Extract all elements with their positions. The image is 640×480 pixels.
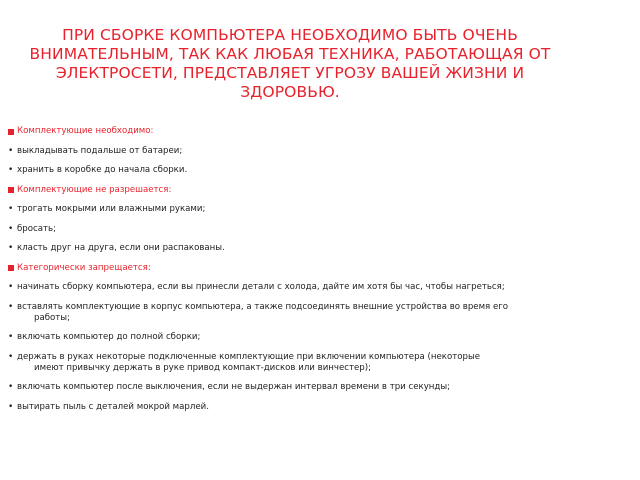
bullet-icon: • — [8, 243, 14, 253]
list-item-text: хранить в коробке до начала сборки. — [17, 165, 188, 175]
list-item-text-continuation: работы; — [34, 312, 70, 323]
bullet-icon: • — [8, 401, 14, 412]
list-item-text-continuation: имеют привычку держать в руке привод компакт-дисков или винчестер); — [34, 362, 371, 373]
slide-content — [8, 126, 608, 421]
list-item — [8, 302, 608, 324]
list-item-text: трогать мокрыми или влажными руками; — [17, 204, 206, 214]
list-item-text: вставлять комплектующие в корпус компьютера, а также подсоединять внешние устройства во время его — [17, 301, 509, 312]
list-item — [8, 352, 608, 374]
bullet-icon: • — [8, 145, 14, 156]
list-item-text: держать в руках некоторые подключенные комплектующие при включении компьютера (некоторые — [17, 351, 481, 362]
red-square-icon — [8, 265, 14, 271]
list-item — [8, 165, 608, 176]
section-heading-strictly-forbidden — [8, 263, 608, 274]
list-item-text: выкладывать подальше от батареи; — [17, 145, 183, 156]
list-item — [8, 402, 608, 413]
slide-title: ПРИ СБОРКЕ КОМПЬЮТЕРА НЕОБХОДИМО БЫТЬ ОЧЕНЬ ВНИМАТЕЛЬНЫМ, ТАК КАК ЛЮБАЯ ТЕХНИКА, РАБОТАЮЩАЯ ОТ ЭЛЕКТРОСЕТИ, ПРЕДСТАВЛЯЕТ УГРОЗУ ВАШЕЙ ЖИЗНИ И ЗДОРОВЬЮ. — [29, 26, 551, 101]
bullet-icon: • — [8, 282, 14, 292]
list-item-text: включать компьютер до полной сборки; — [17, 332, 201, 342]
section-heading-required — [8, 126, 608, 137]
list-item — [8, 224, 608, 235]
list-item-text: вытирать пыль с деталей мокрой марлей. — [17, 401, 209, 412]
list-item — [8, 146, 608, 157]
bullet-icon: • — [8, 382, 14, 392]
list-item-text: бросать; — [17, 223, 56, 234]
section-heading-not-allowed — [8, 185, 608, 196]
section-heading-label: Комплектующие не разрешается: — [17, 184, 172, 195]
bullet-icon: • — [8, 165, 14, 175]
list-item — [8, 243, 608, 254]
red-square-icon — [8, 187, 14, 193]
section-heading-label: Категорически запрещается: — [17, 262, 151, 273]
bullet-icon: • — [8, 223, 14, 234]
list-item — [8, 282, 608, 293]
bullet-icon: • — [8, 301, 14, 312]
list-item — [8, 332, 608, 343]
list-item-text: класть друг на друга, если они распакованы. — [17, 243, 225, 253]
list-item — [8, 382, 608, 393]
list-item-text: начинать сборку компьютера, если вы принесли детали с холода, дайте им хотя бы час, чтобы нагреться; — [17, 282, 505, 292]
list-item — [8, 204, 608, 215]
red-square-icon — [8, 129, 14, 135]
section-heading-label: Комплектующие необходимо: — [17, 126, 154, 136]
bullet-icon: • — [8, 351, 14, 362]
bullet-icon: • — [8, 332, 14, 342]
list-item-text: включать компьютер после выключения, если не выдержан интервал времени в три секунды; — [17, 382, 451, 392]
bullet-icon: • — [8, 204, 14, 214]
